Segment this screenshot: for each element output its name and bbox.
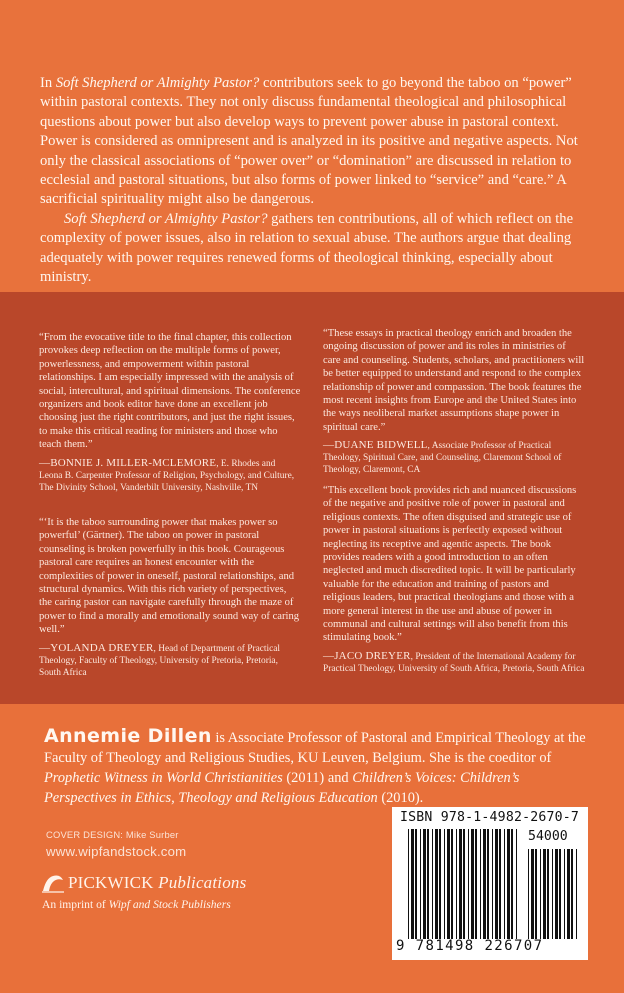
price-bar (564, 849, 565, 939)
price-bar (547, 849, 549, 939)
endorsement-yolanda-dreyer (39, 516, 301, 679)
book-title-italic: Soft Shepherd or Almighty Pastor? (64, 210, 268, 227)
ean-bar (495, 829, 498, 939)
bio-text-3: (2010). (377, 790, 424, 806)
isbn-label: ISBN 978-1-4982-2670-7 (400, 810, 580, 825)
imprint-prefix: An imprint of (42, 898, 109, 911)
ean-bar (463, 829, 465, 939)
price-bar (555, 849, 558, 939)
ean-bar (456, 829, 457, 939)
endorser-name: —JACO DREYER (323, 649, 411, 662)
price-bar (571, 849, 573, 939)
book-description (40, 74, 592, 287)
endorser-affiliation: , Head of Department of Practical Theology, Faculty of Theology, University of Pretoria, Pretoria, South Africa (39, 643, 281, 678)
ean-bar (516, 829, 517, 939)
bio-text-2: (2011) and (282, 770, 353, 786)
bio-book-2: Children’s Voices: Children’s Perspectives in Ethics, Theology and Religious Education (44, 770, 520, 806)
ean-bar (451, 829, 453, 939)
endorser-affiliation: , President of the International Academy for Practical Theology, University of South Africa, Pretoria, South Africa (323, 651, 585, 674)
endorsement-quote: “From the evocative title to the final chapter, this collection provokes deep reflection on the multiple forms of power, powerlessness, and empowerment within pastoral relationships. I am especially impressed with the analysis of social, intercultural, and spiritual dimensions. The conference organizers and book editor have done an excellent job choosing just the right contributors, and just the right issues, to make this critical reading for ministers and those who teach them.” (39, 332, 301, 451)
ean-digits: 9 781498 226707 (396, 938, 544, 954)
publisher-name-italic: Publications (158, 873, 247, 892)
publisher-logo (40, 872, 300, 894)
endorsement-attribution (39, 642, 301, 679)
ean-bar (499, 829, 501, 939)
author-name: Annemie Dillen (44, 725, 212, 747)
ean-bar (492, 829, 493, 939)
price-bar (567, 849, 570, 939)
ean-bar (459, 829, 462, 939)
ean-bar (427, 829, 429, 939)
price-bar (531, 849, 534, 939)
endorsement-attribution (39, 457, 301, 494)
ean-bar (511, 829, 513, 939)
publisher-name (68, 873, 246, 893)
ean-bar (435, 829, 438, 939)
ean-bar (415, 829, 417, 939)
ean-bar (468, 829, 469, 939)
cover-design-credit: COVER DESIGN: Mike Surber (46, 829, 179, 840)
imprint-name: Wipf and Stock Publishers (108, 898, 231, 911)
ean-bar (471, 829, 474, 939)
price-bar (535, 849, 537, 939)
description-text-2: gathers ten contributions, all of which reflect on the complexity of power issues, also in relation to sexual abuse. The authors argue that dealing adequately with power requires renewed forms of theological thinking, especially about ministry. (40, 210, 574, 286)
price-bar (540, 849, 541, 939)
ean-bar (487, 829, 489, 939)
description-paragraph-2 (40, 210, 592, 288)
ean-bar (483, 829, 486, 939)
endorsement-quote: “‘It is the taboo surrounding power that makes power so powerful’ (Gärtner). The taboo on power in pastoral counseling is broken powerfully in this book. Courageous pastoral care requires an honest encounter with the complexities of power in oneself, pastoral relationships, and structural dynamics. With this rich variety of perspectives, the caring pastor can navigate carefully through the maze of power to find a morally and emotionally sound way of caring well.” (39, 517, 300, 636)
description-text-1: contributors seek to go beyond the taboo on “power” within pastoral contexts. They not only discuss fundamental theological and philosophical questions about power but also develop ways to prevent power abuse in pastoral context. Power is considered as omnipresent and is analyzed in its positive and negative aspects. Not only the classical associations of “power over” or “domination” are discussed in relation to ecclesial and pastoral situations, but also forms of power linked to “service” and “care.” A sacrificial spirituality might also be dangerous. (40, 75, 578, 208)
ean-bar (439, 829, 441, 939)
ean-bar (480, 829, 481, 939)
description-paragraph-1: In Soft Shepherd or Almighty Pastor? contributors seek to go beyond the taboo on “power” within pastoral contexts. They not only discuss fundamental theological and philosophical questions about power but also develop ways to prevent power abuse in pastoral context. Power is considered as omnipresent and is analyzed in its positive and negative aspects. Not only the classical associations of “power over” or “domination” are discussed in relation to ecclesial and pastoral situations, but also forms of power linked to “service” and “care.” A sacrificial spirituality might also be dangerous. (40, 75, 578, 208)
price-bar (559, 849, 561, 939)
ean-bar (408, 829, 409, 939)
price-bar (543, 849, 546, 939)
bio-book-1: Prophetic Witness in World Christianities (44, 770, 283, 786)
price-bar (576, 849, 577, 939)
ean-bar (475, 829, 477, 939)
price-code: 54000 (528, 829, 568, 844)
endorsement-jaco-dreyer (323, 484, 585, 675)
ean-bar (423, 829, 426, 939)
price-bar (552, 849, 553, 939)
ean-bar (411, 829, 414, 939)
ean-bar (420, 829, 421, 939)
endorser-name: —BONNIE J. MILLER-MCLEMORE (39, 456, 217, 469)
endorser-affiliation: , Associate Professor of Practical Theology, Spiritual Care, and Counseling, Claremont School of Theology, Claremont, CA (323, 441, 562, 476)
publisher-website: www.wipfandstock.com (46, 844, 187, 859)
isbn-barcode (392, 807, 588, 960)
book-title-italic: Soft Shepherd or Almighty Pastor? (55, 75, 260, 91)
endorsement-miller-mclemore (39, 331, 301, 494)
endorser-name: —DUANE BIDWELL (323, 439, 428, 452)
author-bio (44, 726, 592, 808)
ean-bar (447, 829, 450, 939)
endorsement-bidwell (323, 327, 585, 476)
ean-bar (444, 829, 445, 939)
publisher-block (40, 872, 300, 911)
endorsement-quote: “This excellent book provides rich and nuanced discussions of the negative and positive role of power in pastoral and religious contexts. The often disguised and strategic use of power in pastoral situations is perfectly exposed without neglecting its receptive and agentic aspects. The book provides readers with a good introduction to an often neglected and much discredited topic. It will be particularly valuable for the education and training of pastors and religious leaders, but practical theologians and those with a more general interest in the use and abuse of power in communal and cultural settings will also benefit from this stimulating book.” (323, 485, 577, 644)
publisher-name-caps: PICKWICK (68, 873, 154, 892)
endorsement-attribution (323, 439, 585, 476)
endorsement-attribution (323, 650, 585, 675)
endorsement-quote: “These essays in practical theology enrich and broaden the ongoing discussion of power and its roles in ministries of care and counseling. Students, scholars, and practitioners will be better equipped to understand and respond to the complex relationship of power and compassion. The book features the most recent insights from Europe and the United States into the ways neoliberal market assumptions shape power in spiritual care.” (323, 328, 585, 433)
ean-bar (504, 829, 505, 939)
ean-bar (432, 829, 433, 939)
endorser-affiliation: , E. Rhodes and Leona B. Carpenter Professor of Religion, Psychology, and Culture, The Divinity School, Vanderbilt University, Nashville, TN (39, 458, 295, 493)
credits (46, 829, 186, 859)
endorser-name: —YOLANDA DREYER (39, 641, 154, 654)
imprint-line (40, 898, 300, 911)
ean-bar (507, 829, 510, 939)
pickwick-logo-icon (40, 872, 66, 894)
bio-text-1: is Associate Professor of Pastoral and Empirical Theology at the Faculty of Theology and Religious Studies, KU Leuven, Belgium. She is the coeditor of (44, 730, 586, 766)
price-bar (528, 849, 529, 939)
